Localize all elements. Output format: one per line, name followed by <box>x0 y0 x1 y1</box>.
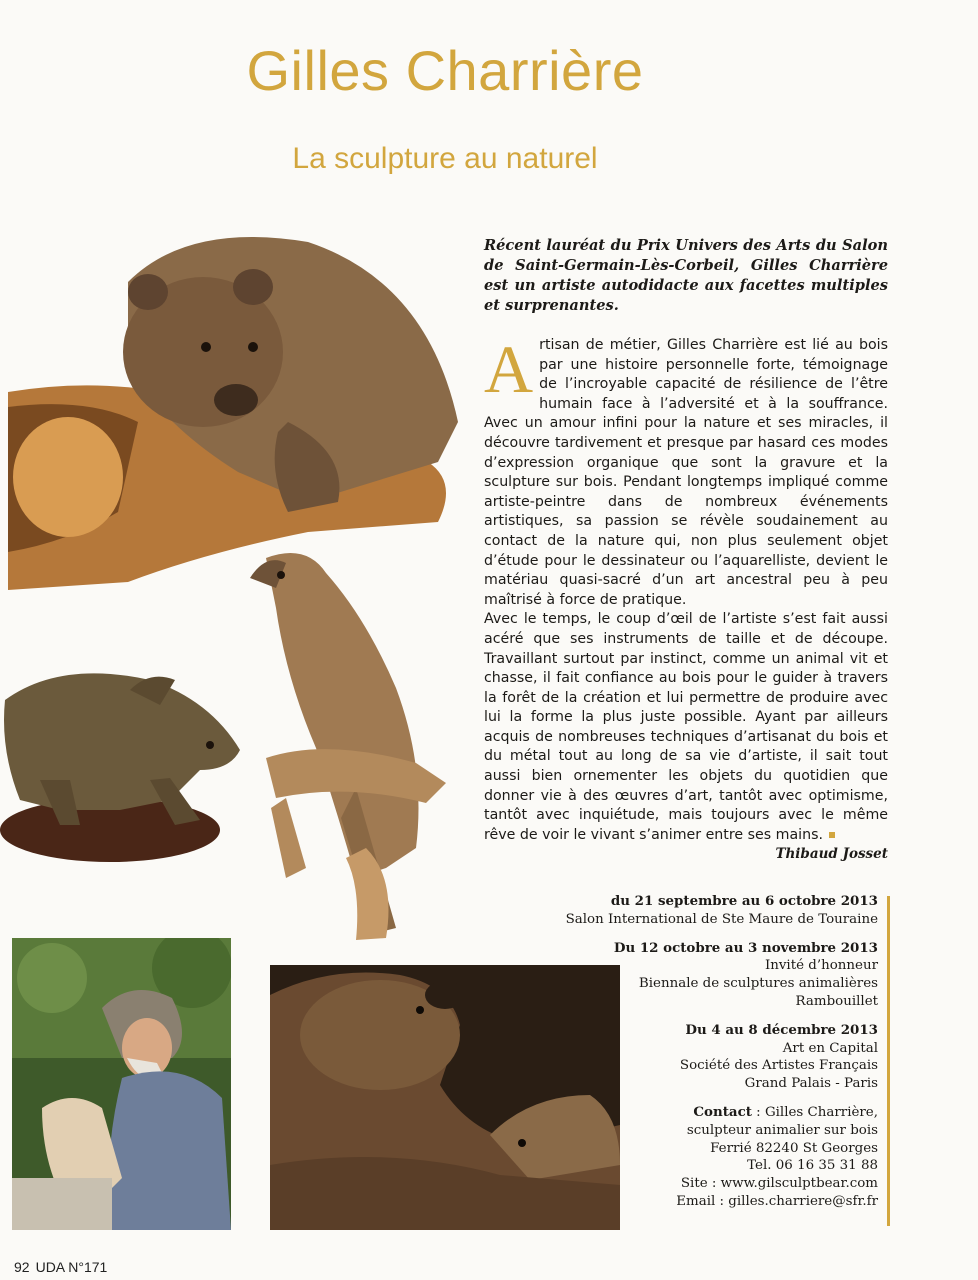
contact-name: : Gilles Charrière, <box>751 1104 878 1120</box>
contact-name-line <box>560 1104 878 1122</box>
page-footer <box>14 1259 107 1275</box>
event-date: Du 4 au 8 décembre 2013 <box>685 1021 878 1038</box>
hare-sculpture-photo <box>0 660 245 875</box>
event-line: Biennale de sculptures animalières <box>638 976 878 992</box>
artist-at-work-photo <box>12 938 231 1230</box>
event-line: Art en Capital <box>782 1040 878 1056</box>
event-entry <box>560 893 878 929</box>
paragraph-2-text: Avec le temps, le coup d’œil de l’artiste s’est fait aussi acéré que ses instruments de taille et de découpe. Travaillant surtout par instinct, comme un animal vit et chasse, il fait confiance au bois pour le guider à travers la forêt de la création et lui permettre de produire avec lui la forme la plus juste possible. Ayant par ailleurs acquis de nombreuses techniques d’artisanat du bois et du métal tout au long de sa vie d’artiste, il sait tout aussi bien ornementer les objets du quotidien que donner vie à des œuvres d’art, tantôt avec optimisme, tantôt avec inquiétude, mais toujours avec le même rêve de voir le vivant s’animer entre ses mains. <box>484 611 888 843</box>
drop-cap: A <box>484 331 534 407</box>
contact-phone: Tel. 06 16 35 31 88 <box>747 1158 878 1174</box>
event-line: Société des Artistes Français <box>679 1058 878 1074</box>
end-mark-icon <box>829 832 835 838</box>
magazine-issue: UDA N°171 <box>35 1259 108 1275</box>
contact-address: Ferrié 82240 St Georges <box>710 1140 878 1156</box>
contact-block <box>560 1104 878 1211</box>
contact-label: Contact <box>693 1103 752 1120</box>
event-date: du 21 septembre au 6 octobre 2013 <box>610 893 878 909</box>
events-sidebar <box>560 893 878 1222</box>
event-entry <box>560 1022 878 1093</box>
lead-paragraph: Récent lauréat du Prix Univers des Arts du Salon de Saint-Germain-Lès-Corbeil, Gilles Charrière est un artiste autodidacte aux facettes multiples et surprenantes. <box>484 237 888 314</box>
article-paragraph-2 <box>484 610 888 863</box>
event-date: Du 12 octobre au 3 novembre 2013 <box>613 939 878 956</box>
event-line: Invité d’honneur <box>764 958 878 974</box>
contact-email: Email : gilles.charriere@sfr.fr <box>676 1193 878 1209</box>
article-body <box>484 331 888 865</box>
bear-sculpture-photo <box>8 222 458 590</box>
falcon-sculpture-photo <box>246 548 464 940</box>
article-paragraph-1 <box>484 331 888 610</box>
event-line: Grand Palais - Paris <box>744 1076 878 1092</box>
paragraph-1-text: rtisan de métier, Gilles Charrière est lié au bois par une histoire personnelle forte, témoignage de l’incroyable capacité de résilience de l’être humain face à l’adversité et à la souffrance. Avec un amour infini pour la nature et ses miracles, il découvre tardivement et presque par hasard ces modes d’expression organique que sont la gravure et la sculpture sur bois. Pendant longtemps impliqué comme artiste-peintre dans de nombreux événements artistiques, sa passion se révèle soudainement au contact de la nature qui, non plus seulement objet d’étude pour le dessinateur ou l’aquarelliste, devient le matériau quasi-sacré d’un art ancestral peu à peu maîtrisé à force de pratique. <box>484 337 888 608</box>
contact-role: sculpteur animalier sur bois <box>686 1122 878 1138</box>
page-title: Gilles Charrière <box>246 39 644 102</box>
event-line: Salon International de Ste Maure de Touraine <box>565 911 878 927</box>
page-number: 92 <box>14 1259 30 1275</box>
article-author: Thibaud Josset <box>775 846 888 863</box>
event-line: Rambouillet <box>795 993 878 1009</box>
contact-website: Site : www.gilsculptbear.com <box>680 1176 878 1192</box>
event-entry <box>560 940 878 1011</box>
accent-bar <box>887 896 890 1226</box>
page-subtitle: La sculpture au naturel <box>292 142 598 175</box>
